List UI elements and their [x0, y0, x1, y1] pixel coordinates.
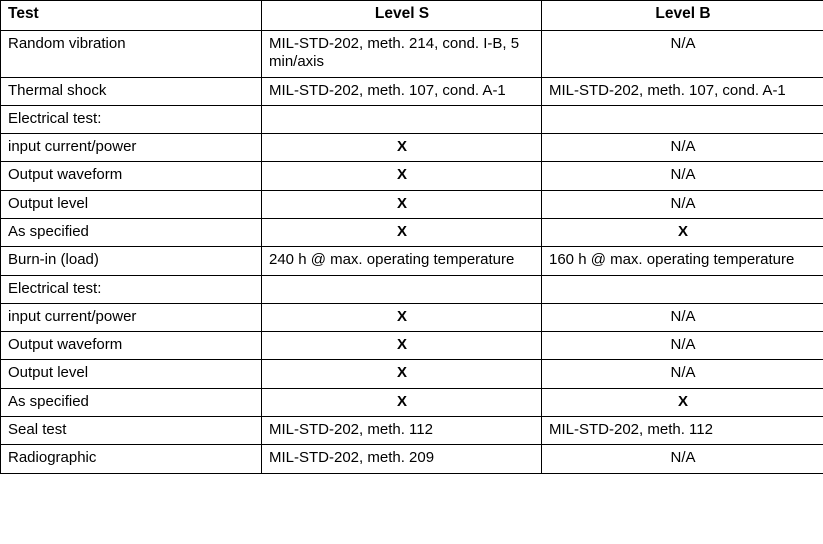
cell-test: As specified	[1, 218, 262, 246]
cell-level-b	[542, 275, 823, 303]
table-row	[1, 360, 823, 388]
cell-level-b: MIL-STD-202, meth. 112	[542, 417, 823, 445]
cell-level-b: N/A	[542, 134, 823, 162]
cell-test: Burn-in (load)	[1, 247, 262, 275]
cell-test: input current/power	[1, 303, 262, 331]
column-header-level-s: Level S	[262, 1, 542, 31]
table-body	[1, 30, 823, 473]
table-row	[1, 218, 823, 246]
column-header-level-b: Level B	[542, 1, 823, 31]
cell-test: Output level	[1, 190, 262, 218]
cell-test: As specified	[1, 388, 262, 416]
cell-level-b: N/A	[542, 445, 823, 473]
column-header-test: Test	[1, 1, 262, 31]
cell-level-s: X	[262, 332, 542, 360]
table-row	[1, 303, 823, 331]
cell-level-s: MIL-STD-202, meth. 112	[262, 417, 542, 445]
table-row	[1, 162, 823, 190]
cell-level-s	[262, 105, 542, 133]
cell-level-b: N/A	[542, 360, 823, 388]
cell-level-s: X	[262, 388, 542, 416]
table-row	[1, 77, 823, 105]
cell-test: Output waveform	[1, 332, 262, 360]
cell-test: Thermal shock	[1, 77, 262, 105]
table-row	[1, 332, 823, 360]
cell-level-s: X	[262, 218, 542, 246]
cell-level-b: N/A	[542, 190, 823, 218]
cell-level-s: X	[262, 190, 542, 218]
cell-test: Output waveform	[1, 162, 262, 190]
cell-test: Seal test	[1, 417, 262, 445]
cell-level-b: X	[542, 218, 823, 246]
cell-test: Output level	[1, 360, 262, 388]
cell-test: input current/power	[1, 134, 262, 162]
cell-level-s: MIL-STD-202, meth. 214, cond. I-B, 5 min/axis	[262, 30, 542, 77]
cell-level-b: N/A	[542, 162, 823, 190]
cell-level-s: X	[262, 162, 542, 190]
cell-level-s: X	[262, 134, 542, 162]
table-row	[1, 417, 823, 445]
table-header-row	[1, 1, 823, 31]
cell-level-s: 240 h @ max. operating temperature	[262, 247, 542, 275]
cell-level-s: MIL-STD-202, meth. 107, cond. A-1	[262, 77, 542, 105]
cell-test: Random vibration	[1, 30, 262, 77]
cell-level-b: N/A	[542, 303, 823, 331]
table-row	[1, 247, 823, 275]
table-row	[1, 30, 823, 77]
table-row	[1, 134, 823, 162]
cell-level-s: X	[262, 303, 542, 331]
cell-level-b: N/A	[542, 332, 823, 360]
cell-test: Electrical test:	[1, 105, 262, 133]
table-row	[1, 275, 823, 303]
cell-level-b	[542, 105, 823, 133]
cell-level-b: MIL-STD-202, meth. 107, cond. A-1	[542, 77, 823, 105]
cell-test: Electrical test:	[1, 275, 262, 303]
cell-level-s	[262, 275, 542, 303]
cell-level-b: 160 h @ max. operating temperature	[542, 247, 823, 275]
cell-level-s: MIL-STD-202, meth. 209	[262, 445, 542, 473]
table-row	[1, 190, 823, 218]
table-row	[1, 105, 823, 133]
cell-test: Radiographic	[1, 445, 262, 473]
cell-level-b: N/A	[542, 30, 823, 77]
table-row	[1, 388, 823, 416]
table-row	[1, 445, 823, 473]
cell-level-s: X	[262, 360, 542, 388]
cell-level-b: X	[542, 388, 823, 416]
